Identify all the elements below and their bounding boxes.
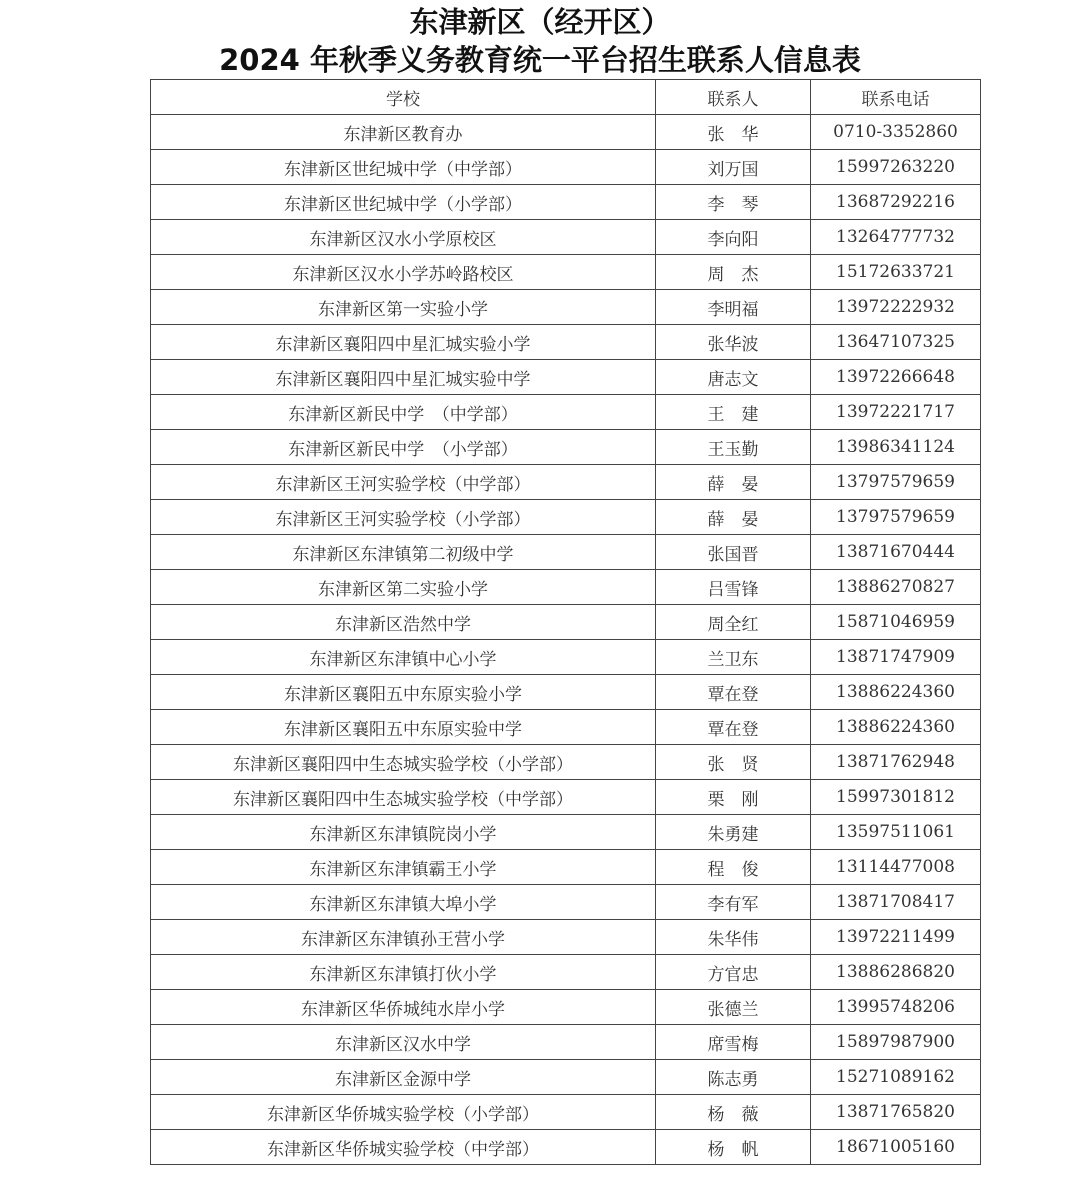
contact-cell: 张德兰 bbox=[656, 990, 811, 1025]
contact-cell: 覃在登 bbox=[656, 675, 811, 710]
contact-cell: 李有军 bbox=[656, 885, 811, 920]
school-cell: 东津新区东津镇第二初级中学 bbox=[151, 535, 656, 570]
table-row bbox=[151, 885, 981, 920]
contact-cell: 方官忠 bbox=[656, 955, 811, 990]
table-row bbox=[151, 395, 981, 430]
phone-cell: 13871765820 bbox=[811, 1095, 981, 1130]
phone-cell: 13995748206 bbox=[811, 990, 981, 1025]
school-cell: 东津新区王河实验学校（小学部） bbox=[151, 500, 656, 535]
school-cell: 东津新区新民中学 （小学部） bbox=[151, 430, 656, 465]
school-cell: 东津新区教育办 bbox=[151, 115, 656, 150]
table-row bbox=[151, 850, 981, 885]
school-cell: 东津新区东津镇大埠小学 bbox=[151, 885, 656, 920]
phone-cell: 15997301812 bbox=[811, 780, 981, 815]
school-cell: 东津新区新民中学 （中学部） bbox=[151, 395, 656, 430]
contact-cell: 薛 晏 bbox=[656, 500, 811, 535]
table-body bbox=[151, 115, 981, 1165]
phone-cell: 18671005160 bbox=[811, 1130, 981, 1165]
contact-cell: 李向阳 bbox=[656, 220, 811, 255]
table-row bbox=[151, 990, 981, 1025]
phone-cell: 13972221717 bbox=[811, 395, 981, 430]
table-row bbox=[151, 570, 981, 605]
table-row bbox=[151, 1025, 981, 1060]
table-row bbox=[151, 430, 981, 465]
table-row bbox=[151, 640, 981, 675]
school-cell: 东津新区第二实验小学 bbox=[151, 570, 656, 605]
phone-cell: 13972266648 bbox=[811, 360, 981, 395]
contact-cell: 张 华 bbox=[656, 115, 811, 150]
header-contact: 联系人 bbox=[656, 80, 811, 115]
table-row bbox=[151, 745, 981, 780]
table-row bbox=[151, 500, 981, 535]
phone-cell: 15871046959 bbox=[811, 605, 981, 640]
school-cell: 东津新区襄阳五中东原实验中学 bbox=[151, 710, 656, 745]
contact-cell: 兰卫东 bbox=[656, 640, 811, 675]
contact-cell: 周 杰 bbox=[656, 255, 811, 290]
table-row bbox=[151, 920, 981, 955]
contact-cell: 吕雪锋 bbox=[656, 570, 811, 605]
table-row bbox=[151, 325, 981, 360]
phone-cell: 13797579659 bbox=[811, 500, 981, 535]
school-cell: 东津新区第一实验小学 bbox=[151, 290, 656, 325]
school-cell: 东津新区襄阳四中星汇城实验小学 bbox=[151, 325, 656, 360]
contact-cell: 张华波 bbox=[656, 325, 811, 360]
header-phone: 联系电话 bbox=[811, 80, 981, 115]
table-row bbox=[151, 710, 981, 745]
phone-cell: 13972222932 bbox=[811, 290, 981, 325]
phone-cell: 13871762948 bbox=[811, 745, 981, 780]
school-cell: 东津新区襄阳四中星汇城实验中学 bbox=[151, 360, 656, 395]
table-row bbox=[151, 150, 981, 185]
contact-cell: 周全红 bbox=[656, 605, 811, 640]
document-title: 东津新区（经开区） bbox=[409, 5, 671, 39]
phone-cell: 13871747909 bbox=[811, 640, 981, 675]
school-cell: 东津新区东津镇孙王营小学 bbox=[151, 920, 656, 955]
contact-cell: 杨 薇 bbox=[656, 1095, 811, 1130]
phone-cell: 13886270827 bbox=[811, 570, 981, 605]
contact-cell: 陈志勇 bbox=[656, 1060, 811, 1095]
table-row bbox=[151, 815, 981, 850]
phone-cell: 13886286820 bbox=[811, 955, 981, 990]
table-row bbox=[151, 115, 981, 150]
phone-cell: 15897987900 bbox=[811, 1025, 981, 1060]
phone-cell: 0710-3352860 bbox=[811, 115, 981, 150]
contacts-table bbox=[150, 79, 981, 1165]
table-row bbox=[151, 290, 981, 325]
table-row bbox=[151, 185, 981, 220]
contact-cell: 覃在登 bbox=[656, 710, 811, 745]
table-row bbox=[151, 1095, 981, 1130]
phone-cell: 15271089162 bbox=[811, 1060, 981, 1095]
school-cell: 东津新区襄阳四中生态城实验学校（中学部） bbox=[151, 780, 656, 815]
table-row bbox=[151, 255, 981, 290]
contact-cell: 李明福 bbox=[656, 290, 811, 325]
phone-cell: 13871670444 bbox=[811, 535, 981, 570]
school-cell: 东津新区华侨城实验学校（中学部） bbox=[151, 1130, 656, 1165]
phone-cell: 13797579659 bbox=[811, 465, 981, 500]
contact-cell: 李 琴 bbox=[656, 185, 811, 220]
phone-cell: 13986341124 bbox=[811, 430, 981, 465]
contact-cell: 程 俊 bbox=[656, 850, 811, 885]
school-cell: 东津新区东津镇打伙小学 bbox=[151, 955, 656, 990]
contact-cell: 栗 刚 bbox=[656, 780, 811, 815]
document-subtitle: 2024 年秋季义务教育统一平台招生联系人信息表 bbox=[219, 43, 861, 77]
school-cell: 东津新区襄阳四中生态城实验学校（小学部） bbox=[151, 745, 656, 780]
contact-cell: 张国晋 bbox=[656, 535, 811, 570]
school-cell: 东津新区世纪城中学（小学部） bbox=[151, 185, 656, 220]
school-cell: 东津新区汉水小学苏岭路校区 bbox=[151, 255, 656, 290]
school-cell: 东津新区东津镇院岗小学 bbox=[151, 815, 656, 850]
contact-cell: 朱华伟 bbox=[656, 920, 811, 955]
header-school: 学校 bbox=[151, 80, 656, 115]
table-row bbox=[151, 955, 981, 990]
table-row bbox=[151, 220, 981, 255]
school-cell: 东津新区世纪城中学（中学部） bbox=[151, 150, 656, 185]
phone-cell: 13597511061 bbox=[811, 815, 981, 850]
contact-cell: 朱勇建 bbox=[656, 815, 811, 850]
table-row bbox=[151, 1060, 981, 1095]
school-cell: 东津新区东津镇中心小学 bbox=[151, 640, 656, 675]
table-row bbox=[151, 780, 981, 815]
contact-cell: 杨 帆 bbox=[656, 1130, 811, 1165]
phone-cell: 13687292216 bbox=[811, 185, 981, 220]
contact-cell: 唐志文 bbox=[656, 360, 811, 395]
school-cell: 东津新区王河实验学校（中学部） bbox=[151, 465, 656, 500]
phone-cell: 13264777732 bbox=[811, 220, 981, 255]
phone-cell: 13972211499 bbox=[811, 920, 981, 955]
phone-cell: 13886224360 bbox=[811, 675, 981, 710]
contact-cell: 王玉勤 bbox=[656, 430, 811, 465]
phone-cell: 13871708417 bbox=[811, 885, 981, 920]
table-row bbox=[151, 535, 981, 570]
phone-cell: 13647107325 bbox=[811, 325, 981, 360]
phone-cell: 13886224360 bbox=[811, 710, 981, 745]
phone-cell: 15997263220 bbox=[811, 150, 981, 185]
contact-cell: 刘万国 bbox=[656, 150, 811, 185]
table-row bbox=[151, 360, 981, 395]
contact-cell: 薛 晏 bbox=[656, 465, 811, 500]
school-cell: 东津新区金源中学 bbox=[151, 1060, 656, 1095]
school-cell: 东津新区汉水小学原校区 bbox=[151, 220, 656, 255]
school-cell: 东津新区华侨城实验学校（小学部） bbox=[151, 1095, 656, 1130]
school-cell: 东津新区东津镇霸王小学 bbox=[151, 850, 656, 885]
table-header-row bbox=[151, 80, 981, 115]
school-cell: 东津新区浩然中学 bbox=[151, 605, 656, 640]
table-row bbox=[151, 465, 981, 500]
school-cell: 东津新区华侨城纯水岸小学 bbox=[151, 990, 656, 1025]
table-row bbox=[151, 1130, 981, 1165]
table-row bbox=[151, 605, 981, 640]
contact-cell: 王 建 bbox=[656, 395, 811, 430]
phone-cell: 15172633721 bbox=[811, 255, 981, 290]
phone-cell: 13114477008 bbox=[811, 850, 981, 885]
table-row bbox=[151, 675, 981, 710]
contact-cell: 席雪梅 bbox=[656, 1025, 811, 1060]
contact-cell: 张 贤 bbox=[656, 745, 811, 780]
school-cell: 东津新区襄阳五中东原实验小学 bbox=[151, 675, 656, 710]
school-cell: 东津新区汉水中学 bbox=[151, 1025, 656, 1060]
